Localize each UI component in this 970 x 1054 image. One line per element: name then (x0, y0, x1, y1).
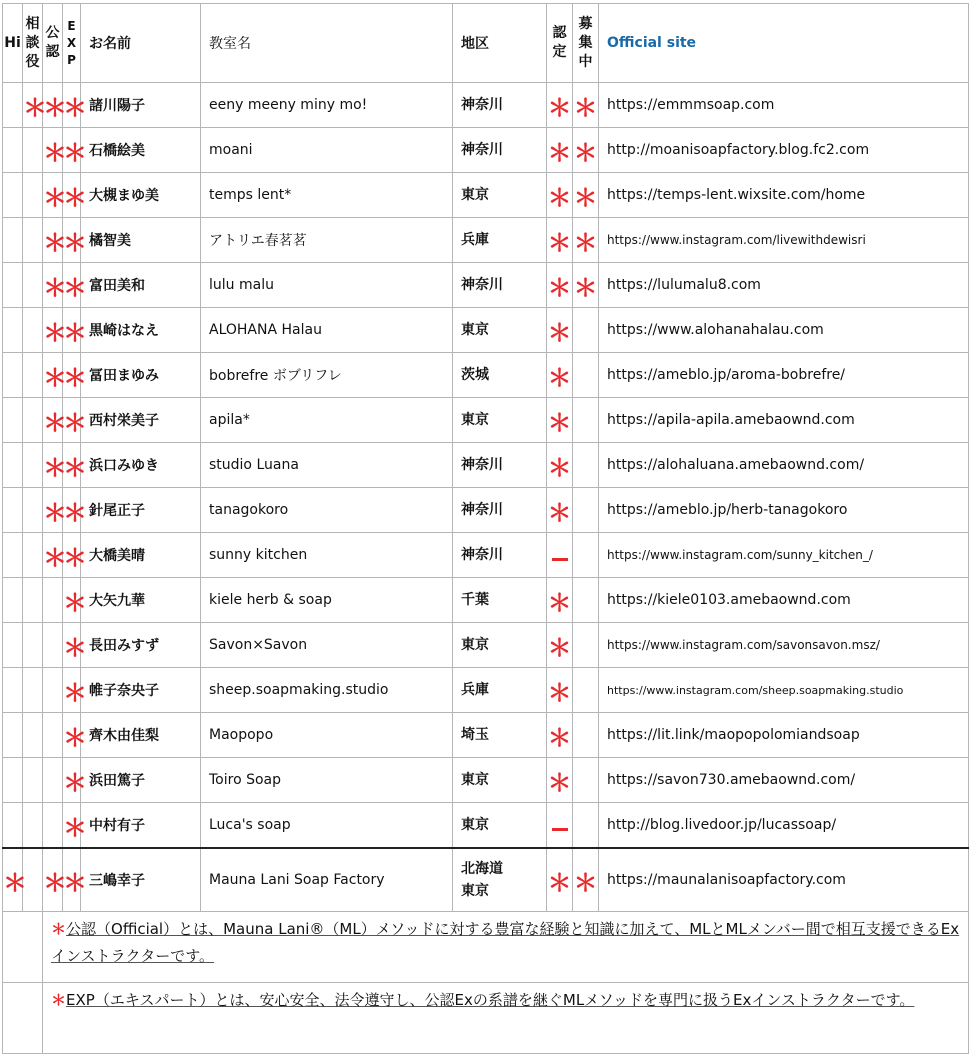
exp-mark: ＊ (63, 308, 81, 353)
site-link[interactable]: https://www.instagram.com/sheep.soapmaking.studio (599, 668, 969, 713)
instructor-name: 浜田篤子 (81, 758, 201, 803)
region-line-1: 北海道 (461, 861, 503, 877)
soudan-mark (23, 443, 43, 488)
nintei-mark: ＊ (547, 668, 573, 713)
instructor-name: 齊木由佳梨 (81, 713, 201, 758)
table-row (3, 128, 969, 173)
nintei-mark: ＊ (547, 128, 573, 173)
kounin-mark: ＊ (43, 848, 63, 912)
soudan-mark (23, 533, 43, 578)
boshuu-mark (573, 803, 599, 849)
kounin-mark: ＊ (43, 533, 63, 578)
hi-row (3, 848, 969, 912)
instructor-name: 石橋絵美 (81, 128, 201, 173)
table-row (3, 398, 969, 443)
note-exp (43, 983, 969, 1054)
classroom-name: lulu malu (201, 263, 453, 308)
kounin-mark: ＊ (43, 488, 63, 533)
hi-mark (3, 713, 23, 758)
region: 千葉 (453, 578, 547, 623)
hi-mark (3, 488, 23, 533)
exp-mark: ＊ (63, 848, 81, 912)
instructor-name: 西村栄美子 (81, 398, 201, 443)
header-site: Official site (599, 4, 969, 83)
note-spacer (3, 912, 43, 983)
instructor-table (2, 3, 969, 1054)
exp-mark: ＊ (63, 263, 81, 308)
classroom-name: eeny meeny miny mo! (201, 83, 453, 128)
classroom-name: bobrefre ボブリフレ (201, 353, 453, 398)
instructor-name: 黒崎はなえ (81, 308, 201, 353)
boshuu-mark (573, 758, 599, 803)
exp-mark: ＊ (63, 83, 81, 128)
soudan-mark (23, 173, 43, 218)
boshuu-mark (573, 578, 599, 623)
classroom-name: sunny kitchen (201, 533, 453, 578)
header-region: 地区 (453, 4, 547, 83)
table-row (3, 713, 969, 758)
hi-mark (3, 803, 23, 849)
dash-mark (552, 828, 568, 831)
note-official-text: 公認（Official）とは、Mauna Lani®（ML）メソッドに対する豊富な経験と知識に加えて、MLとMLメンバー間で相互支援できるExインストラクターです。 (51, 920, 960, 965)
nintei-mark (547, 803, 573, 849)
site-link[interactable]: http://moanisoapfactory.blog.fc2.com (599, 128, 969, 173)
table-row (3, 263, 969, 308)
boshuu-mark (573, 533, 599, 578)
exp-mark: ＊ (63, 128, 81, 173)
site-link[interactable]: https://apila-apila.amebaownd.com (599, 398, 969, 443)
boshuu-mark: ＊ (573, 173, 599, 218)
exp-mark: ＊ (63, 803, 81, 849)
nintei-mark: ＊ (547, 353, 573, 398)
region-line-2: 東京 (461, 883, 489, 899)
dash-mark (552, 558, 568, 561)
hi-mark: ＊ (3, 848, 23, 912)
header-exp: E X P (63, 4, 81, 83)
region: 神奈川 (453, 83, 547, 128)
boshuu-mark (573, 308, 599, 353)
soudan-mark (23, 578, 43, 623)
note-mark: ＊ (51, 920, 67, 938)
kounin-mark: ＊ (43, 353, 63, 398)
note-mark: ＊ (51, 991, 67, 1009)
nintei-mark: ＊ (547, 308, 573, 353)
soudan-mark: ＊ (23, 83, 43, 128)
header-name: お名前 (81, 4, 201, 83)
boshuu-mark: ＊ (573, 263, 599, 308)
soudan-mark (23, 263, 43, 308)
region: 東京 (453, 308, 547, 353)
nintei-mark: ＊ (547, 848, 573, 912)
exp-mark: ＊ (63, 713, 81, 758)
table-row (3, 488, 969, 533)
instructor-name: 浜口みゆき (81, 443, 201, 488)
note-spacer (3, 983, 43, 1054)
region: 東京 (453, 623, 547, 668)
header-classroom: 教室名 (201, 4, 453, 83)
classroom-name: tanagokoro (201, 488, 453, 533)
soudan-mark (23, 488, 43, 533)
soudan-mark (23, 128, 43, 173)
table-row (3, 83, 969, 128)
hi-mark (3, 668, 23, 713)
classroom-name: apila* (201, 398, 453, 443)
exp-mark: ＊ (63, 623, 81, 668)
region: 埼玉 (453, 713, 547, 758)
kounin-mark: ＊ (43, 263, 63, 308)
nintei-mark: ＊ (547, 398, 573, 443)
region: 東京 (453, 398, 547, 443)
boshuu-mark (573, 488, 599, 533)
instructor-name: 冨田まゆみ (81, 353, 201, 398)
hi-mark (3, 83, 23, 128)
kounin-mark: ＊ (43, 83, 63, 128)
instructor-name: 大橋美晴 (81, 533, 201, 578)
nintei-mark: ＊ (547, 713, 573, 758)
header-kounin: 公 認 (43, 4, 63, 83)
kounin-mark: ＊ (43, 173, 63, 218)
hi-mark (3, 128, 23, 173)
nintei-mark: ＊ (547, 758, 573, 803)
classroom-name: Mauna Lani Soap Factory (201, 848, 453, 912)
instructor-name: 帷子奈央子 (81, 668, 201, 713)
classroom-name: Savon×Savon (201, 623, 453, 668)
exp-mark: ＊ (63, 398, 81, 443)
hi-mark (3, 758, 23, 803)
site-link[interactable]: https://lulumalu8.com (599, 263, 969, 308)
site-link[interactable]: https://maunalanisoapfactory.com (599, 848, 969, 912)
site-link[interactable]: https://savon730.amebaownd.com/ (599, 758, 969, 803)
soudan-mark (23, 668, 43, 713)
table-row (3, 443, 969, 488)
site-link[interactable]: http://blog.livedoor.jp/lucassoap/ (599, 803, 969, 849)
table-row (3, 173, 969, 218)
classroom-name: kiele herb & soap (201, 578, 453, 623)
instructor-name: 三嶋幸子 (81, 848, 201, 912)
kounin-mark (43, 713, 63, 758)
soudan-mark (23, 758, 43, 803)
table-row (3, 758, 969, 803)
classroom-name: Toiro Soap (201, 758, 453, 803)
soudan-mark (23, 713, 43, 758)
site-link[interactable]: https://www.alohanahalau.com (599, 308, 969, 353)
boshuu-mark (573, 443, 599, 488)
instructor-name: 大槻まゆ美 (81, 173, 201, 218)
boshuu-mark (573, 398, 599, 443)
region: 神奈川 (453, 263, 547, 308)
note-official (43, 912, 969, 983)
kounin-mark: ＊ (43, 308, 63, 353)
hi-mark (3, 533, 23, 578)
boshuu-mark: ＊ (573, 128, 599, 173)
instructor-name: 橘智美 (81, 218, 201, 263)
soudan-mark (23, 398, 43, 443)
hi-mark (3, 398, 23, 443)
classroom-name: sheep.soapmaking.studio (201, 668, 453, 713)
table-row (3, 353, 969, 398)
site-link[interactable]: https://lit.link/maopopolomiandsoap (599, 713, 969, 758)
kounin-mark (43, 758, 63, 803)
nintei-mark: ＊ (547, 443, 573, 488)
nintei-mark: ＊ (547, 623, 573, 668)
hi-mark (3, 218, 23, 263)
exp-mark: ＊ (63, 443, 81, 488)
instructor-name: 諸川陽子 (81, 83, 201, 128)
boshuu-mark: ＊ (573, 83, 599, 128)
region (453, 848, 547, 912)
exp-mark: ＊ (63, 218, 81, 263)
header-boshuu: 募 集 中 (573, 4, 599, 83)
hi-mark (3, 443, 23, 488)
instructor-name: 中村有子 (81, 803, 201, 849)
nintei-mark: ＊ (547, 488, 573, 533)
site-link[interactable]: https://temps-lent.wixsite.com/home (599, 173, 969, 218)
boshuu-mark: ＊ (573, 218, 599, 263)
region: 茨城 (453, 353, 547, 398)
hi-mark (3, 353, 23, 398)
site-link[interactable]: https://ameblo.jp/herb-tanagokoro (599, 488, 969, 533)
exp-mark: ＊ (63, 488, 81, 533)
table-row (3, 533, 969, 578)
exp-mark: ＊ (63, 353, 81, 398)
site-link[interactable]: https://alohaluana.amebaownd.com/ (599, 443, 969, 488)
kounin-mark: ＊ (43, 398, 63, 443)
classroom-name: moani (201, 128, 453, 173)
note-official-row (3, 912, 969, 983)
header-row (3, 4, 969, 83)
classroom-name: アトリエ春茗茗 (201, 218, 453, 263)
kounin-mark (43, 623, 63, 668)
boshuu-mark (573, 353, 599, 398)
kounin-mark: ＊ (43, 218, 63, 263)
hi-mark (3, 623, 23, 668)
soudan-mark (23, 218, 43, 263)
site-link[interactable]: https://kiele0103.amebaownd.com (599, 578, 969, 623)
region: 東京 (453, 758, 547, 803)
exp-mark: ＊ (63, 758, 81, 803)
region: 神奈川 (453, 488, 547, 533)
table-row (3, 578, 969, 623)
boshuu-mark (573, 623, 599, 668)
exp-mark: ＊ (63, 533, 81, 578)
table-row (3, 623, 969, 668)
note-exp-row (3, 983, 969, 1054)
table-row (3, 803, 969, 849)
header-soudanyaku: 相 談 役 (23, 4, 43, 83)
site-link[interactable]: https://ameblo.jp/aroma-bobrefre/ (599, 353, 969, 398)
boshuu-mark (573, 668, 599, 713)
instructor-name: 長田みすず (81, 623, 201, 668)
kounin-mark (43, 803, 63, 849)
region: 神奈川 (453, 443, 547, 488)
nintei-mark (547, 533, 573, 578)
nintei-mark: ＊ (547, 263, 573, 308)
classroom-name: temps lent* (201, 173, 453, 218)
boshuu-mark (573, 713, 599, 758)
classroom-name: Maopopo (201, 713, 453, 758)
table-row (3, 308, 969, 353)
region: 神奈川 (453, 128, 547, 173)
instructor-name: 富田美和 (81, 263, 201, 308)
header-hi: Hi (3, 4, 23, 83)
instructor-name: 大矢九華 (81, 578, 201, 623)
region: 兵庫 (453, 668, 547, 713)
region: 兵庫 (453, 218, 547, 263)
region: 神奈川 (453, 533, 547, 578)
kounin-mark (43, 578, 63, 623)
soudan-mark (23, 803, 43, 849)
classroom-name: studio Luana (201, 443, 453, 488)
site-link[interactable]: https://www.instagram.com/sunny_kitchen_/ (599, 533, 969, 578)
site-link[interactable]: https://www.instagram.com/livewithdewisri (599, 218, 969, 263)
table-row (3, 218, 969, 263)
region: 東京 (453, 173, 547, 218)
hi-mark (3, 173, 23, 218)
soudan-mark (23, 353, 43, 398)
hi-mark (3, 578, 23, 623)
instructor-name: 針尾正子 (81, 488, 201, 533)
kounin-mark: ＊ (43, 128, 63, 173)
header-nintei: 認 定 (547, 4, 573, 83)
hi-mark (3, 263, 23, 308)
table-row (3, 668, 969, 713)
soudan-mark (23, 308, 43, 353)
boshuu-mark: ＊ (573, 848, 599, 912)
site-link[interactable]: https://www.instagram.com/savonsavon.msz/ (599, 623, 969, 668)
nintei-mark: ＊ (547, 83, 573, 128)
hi-mark (3, 308, 23, 353)
kounin-mark (43, 668, 63, 713)
note-exp-text: EXP（エキスパート）とは、安心安全、法令遵守し、公認Exの系譜を継ぐMLメソッドを専門に扱うExインストラクターです。 (66, 991, 915, 1009)
classroom-name: Luca's soap (201, 803, 453, 849)
exp-mark: ＊ (63, 668, 81, 713)
nintei-mark: ＊ (547, 578, 573, 623)
nintei-mark: ＊ (547, 173, 573, 218)
site-link[interactable]: https://emmmsoap.com (599, 83, 969, 128)
exp-mark: ＊ (63, 578, 81, 623)
region: 東京 (453, 803, 547, 849)
classroom-name: ALOHANA Halau (201, 308, 453, 353)
nintei-mark: ＊ (547, 218, 573, 263)
exp-mark: ＊ (63, 173, 81, 218)
kounin-mark: ＊ (43, 443, 63, 488)
soudan-mark (23, 623, 43, 668)
